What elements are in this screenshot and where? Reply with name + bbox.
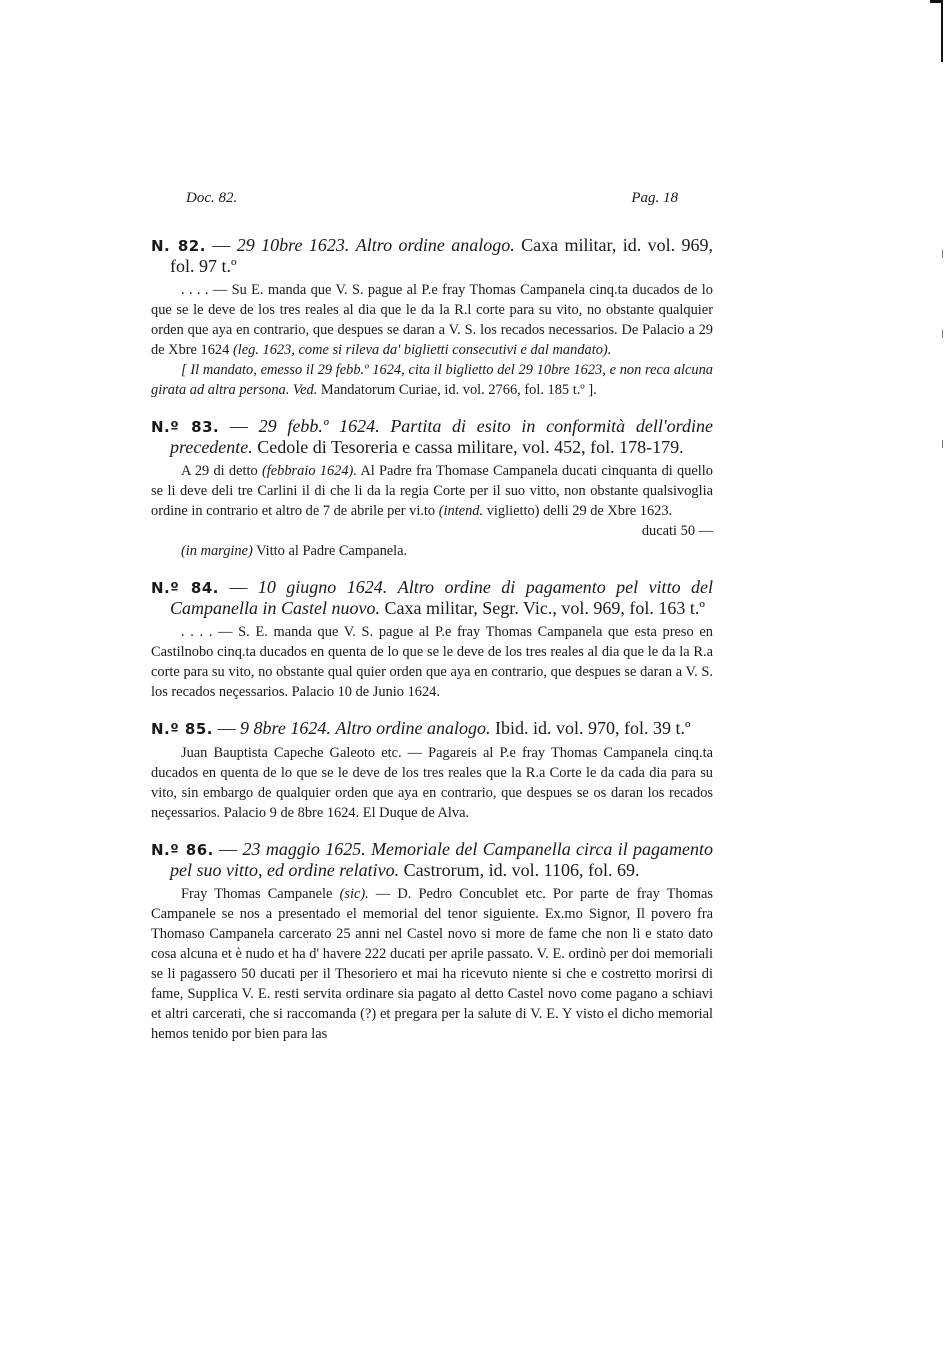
entry-summary: Altro ordine analogo.: [335, 718, 491, 738]
document-text: A 29 di detto: [181, 463, 258, 479]
editor-commentary: [151, 360, 713, 400]
entry-source: Caxa militar, Segr. Vic., vol. 969, fol. 163 t.º: [384, 598, 705, 618]
entry-84: [151, 577, 713, 702]
entry-source: Ibid. id. vol. 970, fol. 39 t.º: [495, 718, 691, 738]
entry-text: [151, 884, 713, 1044]
document-text: viglietto) delli 29 de Xbre 1623.: [486, 503, 673, 519]
document-text: . . . . — Su E. manda que V. S. pague al P.e fray Thomas Campanela cinq.ta ducados de lo que se le deve de los tres reales al dia que le da la R.l corte para su vito, no obstante qualquier orden que aya en contrario, que despues se daran a V. S. los recados necessarios. De Palacio a 29 de Xbre 1624: [151, 282, 713, 358]
entry-83: [151, 416, 713, 561]
entry-summary: Memoriale del Campanella circa il pagamento pel suo vitto, ed ordine relativo.: [170, 839, 714, 880]
entry-text: [151, 743, 713, 823]
entry-date: 29 10bre 1623.: [236, 235, 350, 255]
entry-text: [151, 280, 713, 360]
margin-text: Vitto al Padre Campanela.: [256, 543, 408, 559]
entry-heading: N. 82. — 29 10bre 1623. Altro ordine analogo. Caxa militar, id. vol. 969, fol. 97 t.º: [151, 235, 714, 276]
document-text: Fray Thomas Campanele: [181, 886, 333, 902]
page-header: [186, 190, 678, 210]
margin-label: (in margine): [181, 543, 253, 559]
editor-note: (febbraio 1624).: [261, 463, 357, 479]
entry-date: 10 giugno 1624.: [257, 577, 388, 597]
document-text: . . . . — S. E. manda que V. S. pague al P.e fray Thomas Campanela que esta preso en Castilnobo cinq.ta ducados en quenta de lo que se le deve de los tres reales al dia que le da la R.a corte para su vito, no obstante qual quier orden que aya en contrario, que despues se daran a V. S. los recados neçessarios. Palacio 10 de Junio 1624.: [151, 624, 713, 700]
entry-heading: N.º 84. — 10 giugno 1624. Altro ordine di pagamento pel vitto del Campanella in Castel nuovo. Caxa militar, Segr. Vic., vol. 969, fol. 163 t.º: [151, 577, 713, 618]
entry-source: Castrorum, id. vol. 1106, fol. 69.: [403, 860, 640, 880]
scan-edge-line: [941, 0, 943, 62]
page-number: Pag. 18: [631, 190, 678, 206]
document-text: Al Padre fra Thomase Campanela ducati cinquanta di quello se li deve deli tre Carlini il di che li da la regia Corte per il suo vitto, non obstante qualsivoglia ordine in contrario et altro de 7 de abrile per vi.to: [151, 463, 713, 519]
entry-heading: N.º 86. — 23 maggio 1625. Memoriale del Campanella circa il pagamento pel suo vitto, ed ordine relativo. Castrorum, id. vol. 1106, fol. 69.: [151, 839, 714, 880]
editor-note: (sic).: [339, 886, 369, 902]
entry-summary: Partita di esito in conformità dell'ordine precedente.: [170, 416, 713, 457]
entry-date: 29 febb.º 1624.: [258, 416, 380, 436]
entry-heading: N.º 85. — 9 8bre 1624. Altro ordine analogo. Ibid. id. vol. 970, fol. 39 t.º: [151, 718, 691, 738]
entry-85: [151, 718, 713, 823]
scan-edge-tick: [942, 440, 943, 448]
entry-number: N. 82.: [151, 237, 206, 255]
editor-note: (intend.: [438, 503, 484, 519]
entry-number: N.º 86.: [151, 841, 214, 859]
entry-number: N.º 83.: [151, 418, 220, 436]
margin-note: [151, 541, 713, 561]
ducati-amount: ducati 50 —: [641, 523, 713, 539]
entry-text: [151, 622, 713, 702]
document-text: Juan Bauptista Capeche Galeoto etc. — Pagareis al P.e fray Thomas Campanela cinq.ta ducados en quenta de lo que se le deve de los tres reales que la R.a Corte le da cada dia para su vito, sin embargo de qualquier orden que aya en contrario, que despues se os daran los recados neçessarios. Palacio 9 de 8bre 1624. El Duque de Alva.: [151, 745, 713, 821]
document-body: [151, 235, 713, 1060]
entry-summary: Altro ordine analogo.: [355, 235, 515, 255]
entry-date: 9 8bre 1624.: [240, 718, 331, 738]
commentary-reference: Mandatorum Curiae, id. vol. 2766, fol. 185 t.º ].: [320, 382, 597, 398]
entry-date: 23 maggio 1625.: [242, 839, 366, 859]
entry-source: Caxa militar, id. vol. 969, fol. 97 t.º: [170, 235, 714, 276]
document-text: — D. Pedro Concublet etc. Por parte de fray Thomas Campanele se nos a presentado el memorial del tenor siguiente. Ex.mo Signor, Il povero fra Thomaso Campanela carcerato 25 anni nel Castel novo si more de fame che non li e stato dato cosa alcuna et è nudo et ha d' havere 222 ducati per aprile passato. V. E. ordinò per doi memoriali se li pagassero 50 ducati per il Thesoriero et mai ha ricevuto niente si che e costretto morirsi di fame, Supplica V. E. resti servita ordinare sia pagato al detto Castel novo come pagano a schiavi et altri carcerati, che si raccomanda (?) et pregara per la salute di V. E. Y visto el dicho memorial hemos tenido por bien para las: [151, 886, 713, 1042]
ducati-line: [151, 521, 713, 541]
entry-text: [151, 461, 713, 521]
doc-number: Doc. 82.: [186, 190, 238, 206]
editor-note: (leg. 1623, come si rileva da' biglietti consecutivi e dal mandato).: [232, 342, 612, 358]
entry-source: Cedole di Tesoreria e cassa militare, vol. 452, fol. 178-179.: [257, 437, 684, 457]
scan-edge-tick: [942, 330, 943, 338]
commentary-italic: [ Il mandato, emesso il 29 febb.º 1624, cita il biglietto del 29 10bre 1623, e non reca alcuna girata ad altra persona. Ved.: [151, 362, 713, 398]
entry-heading: N.º 83. — 29 febb.º 1624. Partita di esito in conformità dell'ordine precedente. Cedole di Tesoreria e cassa militare, vol. 452, fol. 178-179.: [151, 416, 713, 457]
scan-edge-tick: [942, 250, 943, 258]
entry-82: [151, 235, 713, 400]
entry-86: [151, 839, 713, 1044]
entry-summary: Altro ordine di pagamento pel vitto del Campanella in Castel nuovo.: [170, 577, 713, 618]
entry-number: N.º 85.: [151, 720, 214, 738]
entry-number: N.º 84.: [151, 579, 219, 597]
